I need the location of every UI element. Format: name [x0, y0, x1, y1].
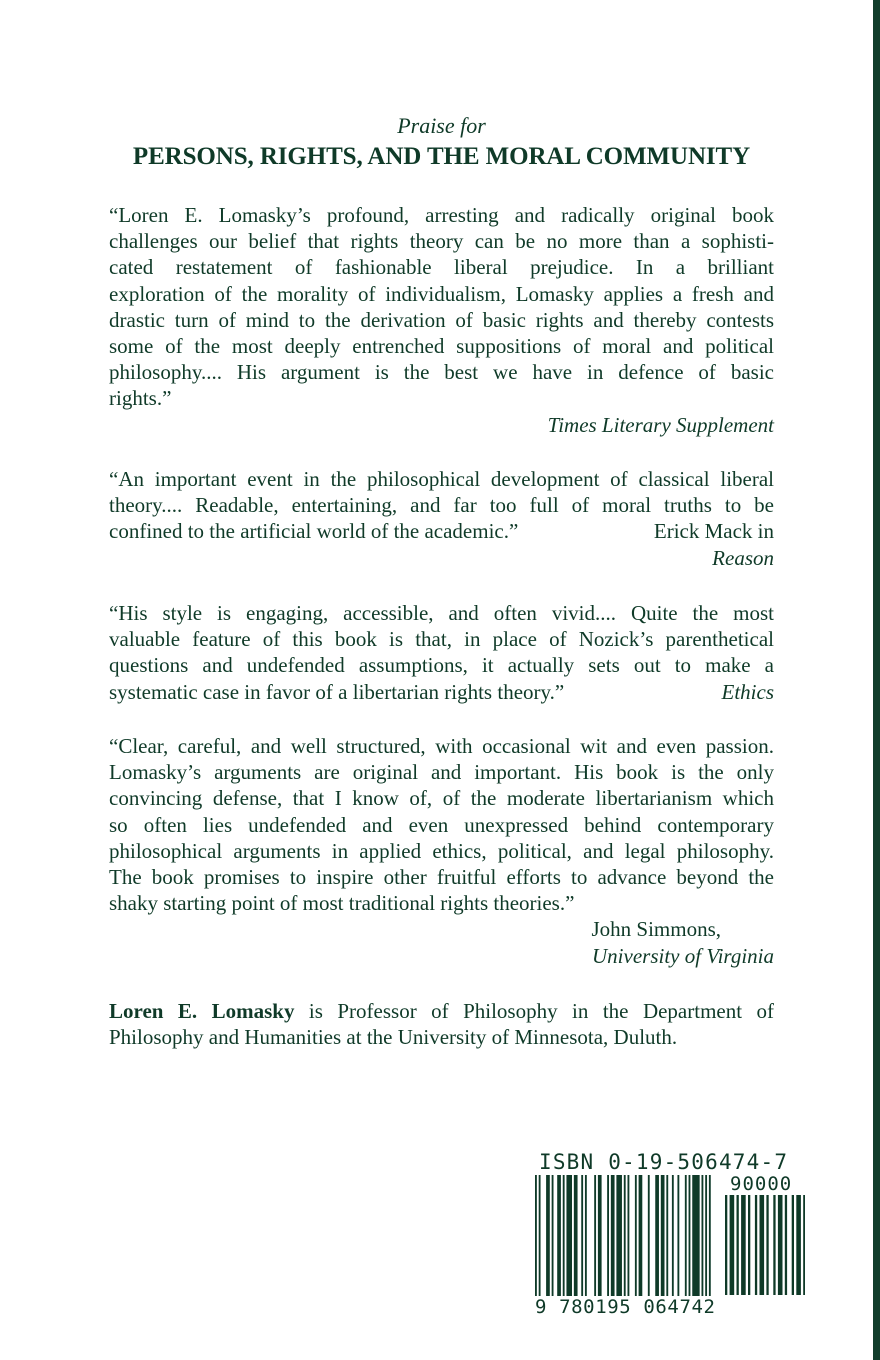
barcode-bar: [628, 1175, 630, 1297]
quote-line: The book promises to inspire other fruitful efforts to advance beyond the: [109, 865, 774, 890]
barcode-bar: [748, 1195, 750, 1295]
quote-author: John Simmons,: [591, 917, 721, 942]
quote-source: Ethics: [721, 679, 774, 704]
barcode-bar: [666, 1175, 668, 1297]
barcode-bar: [803, 1195, 805, 1295]
barcode-bar: [702, 1175, 704, 1297]
quote-line: exploration of the morality of individualism, Lomasky applies a fresh and: [109, 281, 774, 306]
barcode-bar: [581, 1175, 583, 1297]
author-bio: [109, 998, 774, 1050]
barcode-bar: [785, 1195, 787, 1295]
barcode-bar: [546, 1175, 550, 1297]
barcode-bar: [689, 1175, 691, 1297]
barcode-bar: [730, 1195, 735, 1295]
quote-line: some of the most deeply entrenched suppositions of moral and political: [109, 334, 774, 359]
quote-line: challenges our belief that rights theory can be no more than a sophisti-: [109, 229, 774, 254]
barcode-bar: [655, 1175, 659, 1297]
quote-source: Times Literary Supplement: [547, 412, 774, 437]
praise-label: Praise for: [397, 113, 486, 138]
barcode-bar: [760, 1195, 765, 1295]
spine-edge: [873, 0, 880, 1360]
barcode-bar: [709, 1175, 711, 1297]
quote-author: Erick Mack in: [653, 519, 774, 544]
barcode-bar: [792, 1195, 794, 1295]
quote-line-with-author: [109, 518, 774, 544]
barcode-bar: [535, 1175, 537, 1297]
quote-line: confined to the artificial world of the academic.”: [109, 519, 519, 544]
barcode-bar: [692, 1175, 699, 1297]
author-name: Loren E. Lomasky: [109, 999, 295, 1023]
quote-line: cated restatement of fashionable liberal prejudice. In a brilliant: [109, 255, 774, 280]
quote-line: Lomasky’s arguments are original and important. His book is the only: [109, 760, 774, 785]
quote-line: “An important event in the philosophical development of classical liberal: [109, 467, 774, 491]
barcode-bar: [594, 1175, 596, 1297]
quote-line: philosophy.... His argument is the best we have in defence of basic: [109, 360, 774, 385]
barcode-bar: [755, 1195, 757, 1295]
barcode-bar: [552, 1175, 554, 1297]
barcode-bar: [796, 1195, 801, 1295]
quote-line: valuable feature of this book is that, in place of Nozick’s parenthetical: [109, 627, 774, 652]
barcode-bar: [705, 1175, 707, 1297]
author-bio-line: Philosophy and Humanities at the University of Minnesota, Duluth.: [109, 1025, 678, 1050]
barcode-bar: [672, 1175, 674, 1297]
barcode-bar: [598, 1175, 602, 1297]
barcode-bar: [773, 1195, 775, 1295]
author-bio-text: is Professor of Philosophy in the Department of: [294, 999, 775, 1023]
quote-line: “Loren E. Lomasky’s profound, arresting and radically original book: [109, 203, 774, 227]
barcode-bar: [557, 1175, 561, 1297]
barcode-bar: [616, 1175, 622, 1297]
quote-line: so often lies undefended and even unexpressed behind contemporary: [109, 812, 774, 837]
barcode-bar: [611, 1175, 615, 1297]
quote-line: questions and undefended assumptions, it actually sets out to make a: [109, 653, 774, 678]
isbn-barcode: [535, 1150, 810, 1320]
quote-line-with-source: [109, 679, 774, 705]
barcode-bar: [741, 1195, 746, 1295]
barcode-bar: [566, 1175, 572, 1297]
isbn-number: ISBN 0-19-506474-7: [539, 1150, 789, 1174]
price-code: 90000: [730, 1173, 793, 1195]
quote-line: rights.”: [109, 386, 172, 411]
barcode-bar: [778, 1195, 783, 1295]
barcode-bar: [563, 1175, 565, 1297]
quote-source: Reason: [712, 545, 774, 570]
barcode-bar: [539, 1175, 541, 1297]
barcode-bar: [574, 1175, 578, 1297]
quote-line: shaky starting point of most traditional rights theories.”: [109, 891, 575, 916]
quote-line: theory.... Readable, entertaining, and far too full of moral truths to be: [109, 493, 774, 518]
quote-line: drastic turn of mind to the derivation of basic rights and thereby contests: [109, 307, 774, 332]
book-title: PERSONS, RIGHTS, AND THE MORAL COMMUNITY: [132, 143, 751, 170]
barcode-bar: [677, 1175, 679, 1297]
quote-source: University of Virginia: [592, 943, 774, 968]
quote-line: convincing defense, that I know of, of the moderate libertarianism which: [109, 786, 774, 811]
barcode-bar: [661, 1175, 665, 1297]
barcode-bar: [648, 1175, 650, 1297]
barcode-bar: [685, 1175, 687, 1297]
review-quote-simmons: [109, 733, 774, 969]
barcode-bar: [639, 1175, 643, 1297]
quote-line: “His style is engaging, accessible, and often vivid.... Quite the most: [109, 601, 774, 625]
barcode-bar: [607, 1175, 609, 1297]
quote-line: “Clear, careful, and well structured, with occasional wit and even passion.: [109, 734, 774, 758]
quote-line: philosophical arguments in applied ethics, political, and legal philosophy.: [109, 838, 774, 863]
barcode-bar: [766, 1195, 768, 1295]
review-quote-reason: [109, 466, 774, 571]
quote-line: systematic case in favor of a libertarian rights theory.”: [109, 679, 565, 704]
review-quote-ethics: [109, 600, 774, 705]
barcode-bar: [624, 1175, 626, 1297]
barcode-bar: [635, 1175, 637, 1297]
ean-digits: 9 780195 064742: [535, 1296, 716, 1318]
ean-barcode-bars: [535, 1175, 715, 1305]
barcode-bar: [585, 1175, 587, 1297]
price-barcode-bars: [725, 1195, 805, 1295]
barcode-bar: [725, 1195, 727, 1295]
author-bio-line: [109, 998, 774, 1024]
review-quote-tls: [109, 202, 774, 438]
barcode-bar: [737, 1195, 739, 1295]
